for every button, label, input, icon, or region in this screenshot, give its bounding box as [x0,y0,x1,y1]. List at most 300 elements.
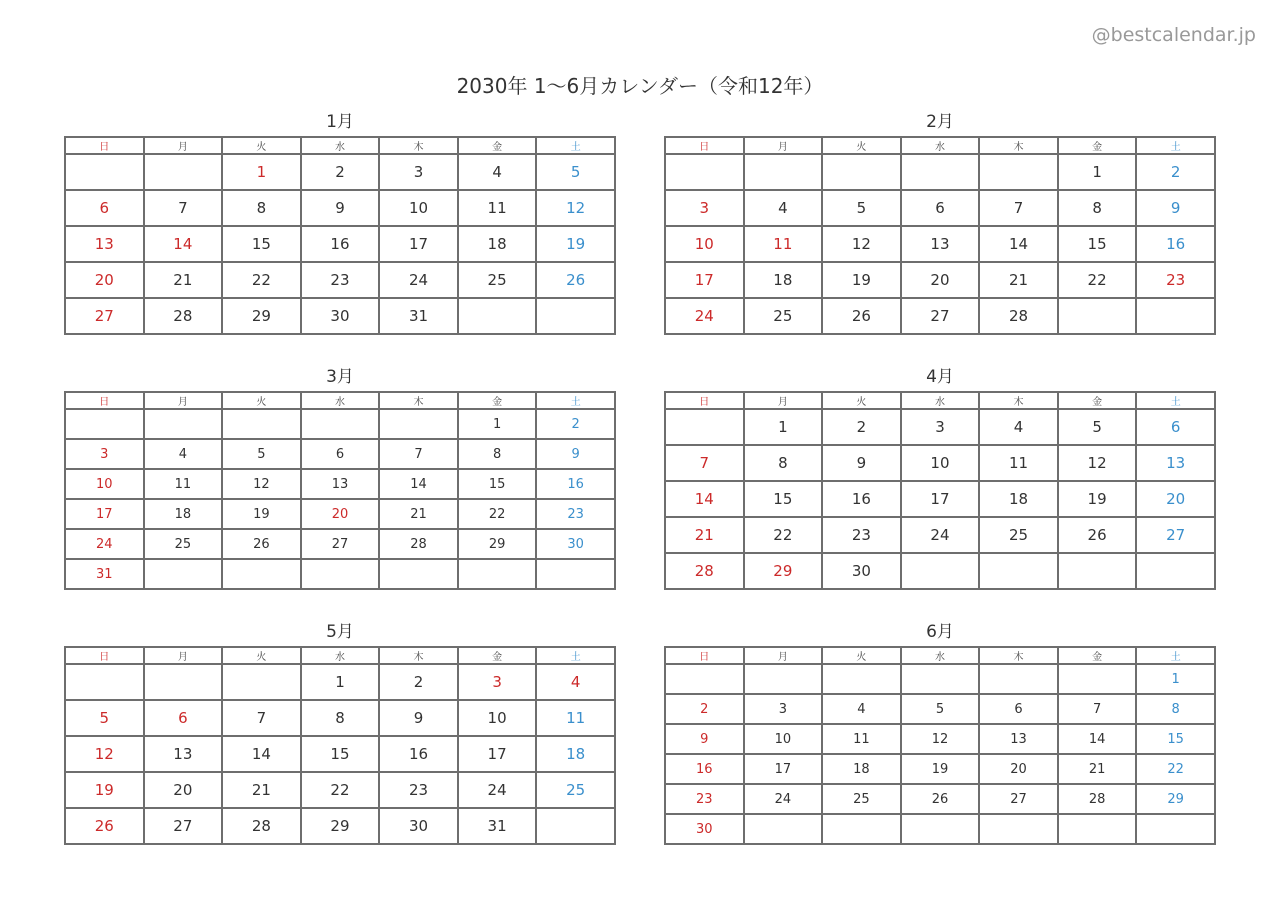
day-cell [1058,298,1137,334]
day-cell: 3 [458,664,537,700]
day-cell: 28 [222,808,301,844]
weekday-header-row [65,137,615,154]
day-cell: 12 [1058,445,1137,481]
day-cell: 22 [301,772,380,808]
day-cell: 9 [665,724,744,754]
day-cell: 12 [222,469,301,499]
month-title: 6月 [926,622,954,642]
day-cell: 8 [222,190,301,226]
day-cell: 13 [1136,445,1215,481]
day-cell: 27 [301,529,380,559]
month-table [64,136,616,335]
day-cell: 7 [379,439,458,469]
weekday-header: 土 [536,647,615,664]
day-cell [901,154,980,190]
weekday-header: 水 [301,647,380,664]
day-cell: 22 [1058,262,1137,298]
day-cell: 31 [458,808,537,844]
day-cell: 13 [65,226,144,262]
day-cell [222,409,301,439]
day-cell: 21 [222,772,301,808]
week-row [665,226,1215,262]
day-cell: 7 [665,445,744,481]
week-row [65,559,615,589]
day-cell: 2 [301,154,380,190]
month-title: 2月 [926,112,954,132]
weekday-header: 月 [144,137,223,154]
day-cell: 31 [65,559,144,589]
day-cell: 8 [1136,694,1215,724]
day-cell: 12 [65,736,144,772]
day-cell: 19 [536,226,615,262]
day-cell [536,559,615,589]
day-cell: 21 [979,262,1058,298]
day-cell: 7 [979,190,1058,226]
day-cell: 6 [301,439,380,469]
week-row [665,445,1215,481]
day-cell: 25 [458,262,537,298]
day-cell: 4 [536,664,615,700]
day-cell: 21 [144,262,223,298]
day-cell [65,664,144,700]
day-cell: 24 [379,262,458,298]
day-cell: 16 [301,226,380,262]
day-cell [1136,814,1215,844]
day-cell [144,664,223,700]
day-cell: 9 [301,190,380,226]
day-cell: 23 [822,517,901,553]
day-cell: 10 [744,724,823,754]
day-cell [665,409,744,445]
day-cell: 4 [458,154,537,190]
day-cell: 20 [65,262,144,298]
day-cell [822,154,901,190]
day-cell: 6 [65,190,144,226]
week-row [65,469,615,499]
day-cell [979,553,1058,589]
day-cell: 12 [822,226,901,262]
weekday-header: 水 [901,647,980,664]
day-cell: 24 [901,517,980,553]
day-cell: 7 [222,700,301,736]
week-row [665,664,1215,694]
day-cell: 16 [536,469,615,499]
day-cell: 13 [979,724,1058,754]
day-cell [379,559,458,589]
weekday-header: 日 [65,647,144,664]
day-cell [1136,553,1215,589]
week-row [65,664,615,700]
day-cell: 19 [65,772,144,808]
weekday-header: 土 [1136,647,1215,664]
day-cell [744,814,823,844]
month-calendar [64,108,616,335]
week-row [665,298,1215,334]
day-cell [822,664,901,694]
weekday-header: 金 [1058,392,1137,409]
day-cell: 25 [536,772,615,808]
day-cell: 9 [1136,190,1215,226]
day-cell: 5 [822,190,901,226]
day-cell [1058,814,1137,844]
day-cell: 30 [379,808,458,844]
day-cell: 29 [458,529,537,559]
day-cell: 28 [665,553,744,589]
weekday-header: 金 [458,137,537,154]
day-cell: 2 [379,664,458,700]
day-cell: 11 [144,469,223,499]
day-cell: 22 [458,499,537,529]
weekday-header: 火 [822,647,901,664]
day-cell: 6 [144,700,223,736]
day-cell: 24 [65,529,144,559]
day-cell: 14 [222,736,301,772]
day-cell: 2 [1136,154,1215,190]
weekday-header: 土 [536,392,615,409]
day-cell: 26 [222,529,301,559]
day-cell [901,814,980,844]
weekday-header: 木 [979,137,1058,154]
week-row [665,784,1215,814]
day-cell: 17 [379,226,458,262]
day-cell: 21 [1058,754,1137,784]
day-cell: 3 [665,190,744,226]
day-cell: 29 [1136,784,1215,814]
day-cell: 25 [822,784,901,814]
day-cell: 18 [144,499,223,529]
day-cell: 16 [665,754,744,784]
month-calendar [664,618,1216,845]
day-cell [822,814,901,844]
week-row [665,553,1215,589]
day-cell: 10 [901,445,980,481]
month-title: 1月 [326,112,354,132]
weekday-header: 木 [979,392,1058,409]
weekday-header: 金 [1058,647,1137,664]
day-cell: 12 [536,190,615,226]
week-row [65,529,615,559]
day-cell [536,298,615,334]
weekday-header: 金 [1058,137,1137,154]
day-cell: 8 [1058,190,1137,226]
day-cell: 29 [222,298,301,334]
week-row [665,724,1215,754]
day-cell: 6 [979,694,1058,724]
day-cell: 17 [901,481,980,517]
day-cell: 15 [222,226,301,262]
week-row [665,694,1215,724]
day-cell: 4 [822,694,901,724]
day-cell: 5 [901,694,980,724]
day-cell: 15 [1136,724,1215,754]
day-cell [665,154,744,190]
weekday-header: 木 [379,392,458,409]
day-cell: 13 [144,736,223,772]
day-cell [979,664,1058,694]
day-cell: 20 [301,499,380,529]
day-cell: 19 [901,754,980,784]
weekday-header-row [665,137,1215,154]
day-cell: 24 [458,772,537,808]
day-cell [458,559,537,589]
day-cell: 24 [744,784,823,814]
weekday-header: 月 [744,647,823,664]
day-cell [979,154,1058,190]
weekday-header: 水 [901,137,980,154]
week-row [65,226,615,262]
day-cell: 31 [379,298,458,334]
day-cell: 6 [1136,409,1215,445]
day-cell: 11 [822,724,901,754]
day-cell: 1 [301,664,380,700]
weekday-header: 日 [65,137,144,154]
day-cell: 9 [536,439,615,469]
day-cell: 14 [665,481,744,517]
day-cell [301,559,380,589]
day-cell: 23 [665,784,744,814]
weekday-header: 日 [665,647,744,664]
day-cell [222,664,301,700]
day-cell: 7 [1058,694,1137,724]
day-cell: 26 [536,262,615,298]
day-cell [144,154,223,190]
week-row [65,772,615,808]
week-row [65,190,615,226]
weekday-header-row [665,392,1215,409]
day-cell: 16 [1136,226,1215,262]
week-row [65,808,615,844]
day-cell: 10 [458,700,537,736]
day-cell: 4 [979,409,1058,445]
week-row [65,499,615,529]
day-cell: 23 [536,499,615,529]
day-cell: 28 [144,298,223,334]
day-cell: 21 [379,499,458,529]
day-cell: 7 [144,190,223,226]
day-cell: 29 [301,808,380,844]
day-cell: 18 [822,754,901,784]
day-cell [665,664,744,694]
week-row [665,409,1215,445]
weekday-header: 土 [1136,137,1215,154]
weekday-header: 木 [979,647,1058,664]
day-cell: 18 [536,736,615,772]
day-cell: 24 [665,298,744,334]
month-calendar [664,108,1216,335]
week-row [665,754,1215,784]
week-row [665,190,1215,226]
weekday-header: 月 [144,647,223,664]
day-cell [1058,664,1137,694]
day-cell: 27 [979,784,1058,814]
day-cell: 5 [536,154,615,190]
day-cell: 20 [1136,481,1215,517]
day-cell: 17 [665,262,744,298]
weekday-header: 土 [1136,392,1215,409]
month-table [664,391,1216,590]
day-cell: 3 [901,409,980,445]
day-cell: 1 [744,409,823,445]
week-row [65,736,615,772]
day-cell: 11 [744,226,823,262]
weekday-header: 木 [379,137,458,154]
day-cell: 30 [822,553,901,589]
day-cell: 26 [822,298,901,334]
day-cell: 30 [301,298,380,334]
day-cell: 28 [379,529,458,559]
weekday-header: 日 [65,392,144,409]
day-cell: 8 [458,439,537,469]
weekday-header: 日 [665,137,744,154]
weekday-header: 水 [301,137,380,154]
weekday-header: 水 [901,392,980,409]
day-cell: 9 [379,700,458,736]
month-calendar [664,363,1216,590]
week-row [665,814,1215,844]
day-cell: 30 [665,814,744,844]
day-cell: 1 [458,409,537,439]
weekday-header: 水 [301,392,380,409]
weekday-header: 火 [822,392,901,409]
weekday-header: 木 [379,647,458,664]
day-cell: 5 [222,439,301,469]
day-cell: 19 [222,499,301,529]
day-cell: 3 [744,694,823,724]
day-cell [744,664,823,694]
day-cell: 17 [744,754,823,784]
day-cell [144,559,223,589]
day-cell: 5 [1058,409,1137,445]
day-cell: 18 [744,262,823,298]
day-cell: 3 [379,154,458,190]
day-cell: 16 [379,736,458,772]
day-cell: 22 [222,262,301,298]
day-cell: 27 [901,298,980,334]
day-cell: 10 [65,469,144,499]
day-cell: 15 [1058,226,1137,262]
weekday-header: 日 [665,392,744,409]
day-cell: 23 [1136,262,1215,298]
week-row [665,262,1215,298]
weekday-header: 火 [822,137,901,154]
day-cell [1136,298,1215,334]
week-row [65,262,615,298]
day-cell: 25 [744,298,823,334]
day-cell: 12 [901,724,980,754]
day-cell [1058,553,1137,589]
day-cell: 15 [458,469,537,499]
month-title: 5月 [326,622,354,642]
weekday-header-row [65,647,615,664]
week-row [665,154,1215,190]
weekday-header: 金 [458,647,537,664]
day-cell [379,409,458,439]
day-cell: 22 [744,517,823,553]
day-cell: 9 [822,445,901,481]
day-cell: 15 [744,481,823,517]
day-cell: 8 [301,700,380,736]
weekday-header-row [665,647,1215,664]
day-cell: 11 [536,700,615,736]
day-cell: 10 [665,226,744,262]
day-cell [222,559,301,589]
day-cell [65,154,144,190]
day-cell: 14 [979,226,1058,262]
weekday-header: 火 [222,137,301,154]
week-row [65,439,615,469]
day-cell: 4 [744,190,823,226]
day-cell [536,808,615,844]
week-row [665,517,1215,553]
week-row [65,409,615,439]
day-cell: 22 [1136,754,1215,784]
day-cell: 28 [979,298,1058,334]
day-cell [901,553,980,589]
weekday-header: 月 [144,392,223,409]
day-cell: 19 [822,262,901,298]
day-cell: 26 [65,808,144,844]
day-cell: 16 [822,481,901,517]
day-cell: 20 [979,754,1058,784]
day-cell: 27 [65,298,144,334]
day-cell: 8 [744,445,823,481]
day-cell: 26 [1058,517,1137,553]
day-cell: 11 [458,190,537,226]
month-calendar [64,618,616,845]
weekday-header: 月 [744,392,823,409]
day-cell: 14 [1058,724,1137,754]
day-cell: 23 [301,262,380,298]
week-row [665,481,1215,517]
month-calendar [64,363,616,590]
site-watermark: @bestcalendar.jp [1091,24,1256,46]
day-cell: 29 [744,553,823,589]
day-cell: 1 [1058,154,1137,190]
day-cell [144,409,223,439]
day-cell [65,409,144,439]
page-title: 2030年 1〜6月カレンダー（令和12年） [456,74,824,98]
day-cell: 3 [65,439,144,469]
month-table [664,136,1216,335]
weekday-header-row [65,392,615,409]
day-cell: 23 [379,772,458,808]
day-cell: 5 [65,700,144,736]
day-cell: 13 [901,226,980,262]
month-title: 4月 [926,367,954,387]
day-cell: 27 [1136,517,1215,553]
day-cell: 18 [458,226,537,262]
day-cell [458,298,537,334]
day-cell: 21 [665,517,744,553]
day-cell: 10 [379,190,458,226]
weekday-header: 金 [458,392,537,409]
day-cell [744,154,823,190]
day-cell: 30 [536,529,615,559]
day-cell: 15 [301,736,380,772]
day-cell: 14 [379,469,458,499]
week-row [65,298,615,334]
day-cell: 20 [144,772,223,808]
month-table [64,391,616,590]
day-cell: 2 [536,409,615,439]
day-cell: 26 [901,784,980,814]
day-cell: 14 [144,226,223,262]
day-cell: 13 [301,469,380,499]
week-row [65,154,615,190]
day-cell: 11 [979,445,1058,481]
week-row [65,700,615,736]
day-cell: 6 [901,190,980,226]
